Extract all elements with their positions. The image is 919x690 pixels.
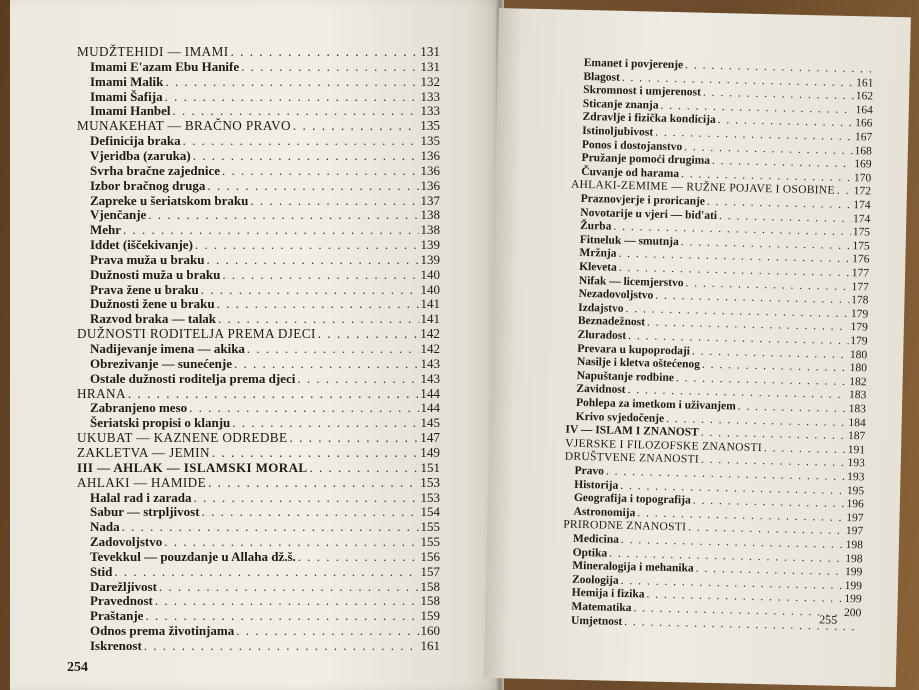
dot-leader (231, 45, 419, 58)
toc-entry-title: Nezadovoljstvo (578, 288, 654, 302)
toc-entry-title: Medicina (572, 532, 620, 546)
dot-leader (250, 194, 418, 207)
toc-entry-title: Izbor bračnog druga (90, 177, 206, 193)
dot-leader (173, 104, 419, 117)
toc-entry-page: 135 (420, 118, 440, 134)
toc-entry-page: 138 (420, 207, 440, 223)
toc-entry-title: Ostale dužnosti roditelja prema djeci (90, 370, 296, 386)
toc-subentry (77, 268, 440, 281)
toc-entry-page: 158 (420, 593, 440, 609)
toc-entry-page: 131 (420, 58, 440, 74)
toc-entry-page: 198 (845, 539, 864, 552)
dot-leader (144, 639, 419, 652)
toc-entry-page: 164 (855, 103, 873, 117)
toc-entry-page: 180 (849, 362, 868, 375)
dot-leader (692, 346, 848, 361)
toc-entry-page: 174 (852, 212, 871, 226)
toc-entry-title: Izdajstvo (578, 301, 624, 315)
toc-entry-page: 177 (851, 280, 869, 294)
toc-entry-title: Pohlepa za imetkom i uživanjem (575, 396, 736, 413)
toc-entry-page: 191 (847, 443, 866, 457)
toc-entry-title: Iskrenost (90, 638, 142, 653)
toc-entry-page: 170 (853, 171, 872, 185)
toc-entry-title: Imami Hanbel (90, 103, 171, 119)
toc-entry-title: Sabur — strpljivost (90, 504, 200, 520)
toc-entry-title: Prava žene u braku (90, 281, 199, 297)
dot-leader (217, 297, 419, 310)
toc-entry-title: Mržnja (579, 247, 617, 261)
dot-leader (701, 455, 846, 470)
dot-leader (218, 312, 418, 325)
toc-entry-title: Nasilje i kletva oštećenog (576, 356, 701, 371)
toc-entry-page: 198 (845, 552, 863, 565)
dot-leader (222, 268, 418, 281)
dot-leader (159, 580, 419, 593)
toc-entry-page: 183 (848, 403, 867, 416)
toc-entry-title: Svrha bračne zajednice (90, 162, 220, 178)
toc-entry-title: Imami Malik (90, 73, 164, 89)
right-page-table-of-contents (561, 58, 874, 640)
toc-entry-title: Dužnosti muža u braku (90, 266, 221, 282)
toc-heading (77, 45, 440, 58)
toc-entry-title: Razvod braka — talak (90, 311, 217, 327)
toc-entry-page: 184 (848, 416, 866, 430)
dot-leader (309, 461, 418, 474)
toc-entry-page: 140 (420, 266, 440, 282)
toc-entry-page: 155 (420, 519, 440, 535)
toc-entry-page: 162 (855, 90, 874, 103)
toc-entry-page: 159 (420, 608, 440, 624)
toc-entry-title: III — AHLAK — ISLAMSKI MORAL (77, 459, 308, 475)
toc-entry-title: Mineralogija i mehanika (572, 559, 694, 575)
toc-entry-title: Kleveta (579, 260, 617, 274)
toc-entry-page: 161 (856, 76, 874, 90)
toc-entry-page: 158 (420, 578, 440, 594)
dot-leader (696, 564, 844, 579)
toc-entry-title: Pravo (574, 464, 605, 478)
toc-entry-title: Sticanje znanja (582, 97, 659, 112)
toc-entry-page: 143 (420, 355, 440, 371)
toc-entry-page: 199 (844, 593, 862, 606)
toc-entry-title: Darežljivost (90, 578, 157, 594)
toc-subentry (77, 565, 440, 578)
toc-entry-page: 139 (420, 237, 440, 253)
toc-entry-title: PRIRODNE ZNANOSTI (563, 518, 687, 534)
toc-entry-title: Zabranjeno meso (90, 400, 188, 416)
toc-entry-page: 133 (420, 88, 440, 104)
toc-entry-title: Zapreke u šeriatskom braku (90, 192, 249, 208)
toc-entry-page: 200 (843, 606, 862, 620)
toc-entry-title: Zadovoljstvo (90, 534, 163, 550)
dot-leader (236, 624, 418, 637)
toc-entry-page: 167 (854, 131, 873, 144)
dot-leader (247, 342, 419, 355)
toc-entry-title: HRANA (77, 385, 126, 401)
toc-entry-page: 179 (850, 335, 868, 348)
toc-entry-page: 144 (420, 400, 440, 416)
toc-entry-title: Vjeridba (zaruka) (90, 147, 191, 163)
toc-entry-page: 174 (853, 199, 871, 212)
toc-entry-page: 193 (847, 471, 865, 484)
toc-heading (77, 476, 440, 489)
toc-entry-title: AHLAKI-ZEMIME — RUŽNE POJAVE I OSOBINE (570, 179, 835, 198)
dot-leader (703, 88, 854, 103)
toc-entry-page: 169 (854, 158, 872, 171)
toc-entry-title: Zluradost (577, 328, 627, 342)
dot-leader (206, 253, 418, 266)
toc-subentry (77, 580, 440, 593)
toc-subentry (77, 104, 440, 117)
toc-entry-page: 197 (845, 525, 864, 538)
dot-leader (702, 360, 848, 375)
dot-leader (298, 550, 419, 563)
toc-entry-title: Halal rad i zarada (90, 489, 192, 505)
toc-entry-page: 193 (847, 457, 865, 470)
dot-leader (234, 357, 418, 370)
toc-entry-title: Definicija braka (90, 133, 181, 149)
dot-leader (712, 156, 853, 171)
toc-entry-title: Krivo svjedočenje (575, 410, 665, 425)
dot-leader (297, 372, 418, 385)
toc-heading (77, 387, 440, 400)
toc-entry-page: 178 (851, 294, 869, 307)
dot-leader (676, 373, 848, 388)
toc-entry-page: 154 (420, 504, 440, 520)
toc-entry-title: Emanet i povjerenje (583, 56, 684, 72)
toc-subentry (77, 208, 440, 221)
left-page-number: 254 (67, 660, 88, 675)
toc-entry-page: 136 (420, 147, 440, 163)
toc-entry-title: Novotarije u vjeri — bid'ati (580, 206, 718, 222)
toc-entry-title: Geografija i topografija (573, 492, 691, 507)
toc-entry-page: 155 (420, 534, 440, 550)
toc-subentry (77, 238, 440, 251)
toc-heading (77, 119, 440, 132)
toc-subentry (77, 416, 440, 429)
toc-entry-title: IV — ISLAM I ZNANOST (565, 423, 699, 439)
dot-leader (232, 416, 418, 429)
toc-entry-page: 145 (420, 415, 440, 431)
toc-entry-page: 172 (853, 185, 872, 198)
toc-entry-title: Nadijevanje imena — akika (90, 341, 245, 356)
toc-entry-page: 149 (420, 444, 440, 460)
toc-entry-page: 140 (420, 281, 440, 297)
toc-entry-page: 131 (420, 44, 440, 59)
toc-subentry (77, 283, 440, 296)
toc-entry-page: 138 (420, 222, 440, 238)
toc-subentry (77, 491, 440, 504)
toc-entry-page: 137 (420, 192, 440, 208)
toc-subentry (77, 624, 440, 637)
toc-entry-title: Iddet (iščekivanje) (90, 237, 193, 253)
toc-subentry (77, 60, 440, 73)
toc-entry-page: 179 (850, 307, 869, 321)
toc-entry-title: MUDŽTEHIDI — IMAMI (77, 44, 229, 59)
toc-entry-title: Fitneluk — smutnja (579, 233, 679, 248)
dot-leader (165, 75, 418, 88)
toc-entry-page: 136 (420, 177, 440, 193)
dot-leader (222, 164, 419, 177)
dot-leader (289, 431, 418, 444)
toc-entry-title: Stid (90, 563, 113, 579)
dot-leader (164, 535, 418, 548)
toc-entry-page: 153 (420, 489, 440, 505)
toc-subentry (77, 134, 440, 147)
toc-subentry (77, 223, 440, 236)
dot-leader (707, 197, 852, 212)
toc-subentry (77, 297, 440, 310)
toc-subentry (77, 639, 440, 652)
toc-entry-title: Mehr (90, 222, 122, 238)
dot-leader (719, 211, 851, 225)
toc-entry-title: Zavidnost (576, 383, 626, 397)
dot-leader (128, 387, 418, 400)
toc-heading (77, 327, 440, 340)
toc-entry-page: 176 (851, 253, 870, 266)
toc-entry-title: Nada (90, 519, 120, 535)
toc-entry-page: 179 (850, 321, 868, 334)
right-page (484, 8, 911, 687)
toc-entry-title: MUNAKEHAT — BRAČNO PRAVO (77, 118, 291, 134)
toc-entry-title: Prava muža u braku (90, 251, 205, 267)
toc-subentry (77, 342, 440, 355)
toc-entry-page: 142 (420, 341, 440, 356)
dot-leader (155, 594, 419, 607)
toc-subentry (77, 401, 440, 414)
toc-entry-page: 177 (851, 267, 870, 280)
dot-leader (207, 179, 418, 192)
toc-subentry (77, 194, 440, 207)
toc-entry-title: Dužnosti žene u braku (90, 296, 215, 312)
toc-entry-title: Odnos prema životinjama (90, 623, 235, 639)
toc-entry-page: 147 (420, 430, 440, 446)
toc-entry-page: 133 (420, 103, 440, 119)
toc-entry-page: 160 (420, 623, 440, 639)
toc-entry-title: Zoologija (571, 573, 619, 587)
toc-entry-page: 168 (854, 144, 872, 158)
toc-subentry (77, 520, 440, 533)
toc-entry-title: DUŽNOSTI RODITELJA PREMA DJECI (77, 326, 316, 342)
left-page-table-of-contents (77, 45, 440, 655)
toc-entry-page: 187 (847, 430, 866, 443)
dot-leader (738, 402, 847, 416)
toc-entry-title: Imami E'azam Ebu Hanife (90, 58, 240, 74)
toc-entry-title: Obrezivanje — sunećenje (90, 355, 233, 371)
toc-entry-title: Praštanje (90, 608, 144, 624)
toc-subentry (77, 550, 440, 563)
dot-leader (837, 186, 852, 198)
dot-leader (123, 223, 418, 236)
toc-entry-page: 199 (844, 579, 863, 593)
dot-leader (318, 327, 418, 340)
toc-subentry (77, 149, 440, 162)
dot-leader (681, 237, 851, 252)
dot-leader (685, 278, 849, 293)
toc-subentry (77, 505, 440, 518)
toc-entry-title: Istinoljubivost (582, 124, 654, 139)
toc-entry-title: Historija (574, 478, 619, 492)
toc-entry-page: 199 (844, 566, 863, 579)
toc-entry-page: 135 (420, 133, 440, 149)
toc-entry-title: Napuštanje rodbine (576, 369, 675, 384)
toc-entry-page: 175 (852, 239, 870, 253)
toc-entry-page: 182 (849, 375, 867, 389)
toc-entry-page: 151 (420, 459, 440, 475)
toc-subentry (77, 372, 440, 385)
dot-leader (145, 609, 418, 622)
toc-entry-title: Astronomija (573, 505, 636, 520)
dot-leader (114, 565, 418, 578)
toc-entry-page: 132 (420, 73, 440, 89)
toc-entry-title: Vjenčanje (90, 207, 147, 223)
toc-entry-page: 156 (420, 548, 440, 564)
toc-entry-title: Beznadežnost (577, 315, 646, 329)
left-page (10, 0, 504, 690)
toc-entry-title: DRUŠTVENE ZNANOSTI (564, 451, 700, 467)
toc-entry-title: Žurba (579, 220, 612, 233)
dot-leader (202, 505, 419, 518)
toc-entry-page: 153 (420, 474, 440, 490)
dot-leader (718, 115, 854, 130)
toc-entry-page: 141 (420, 296, 440, 312)
dot-leader (201, 283, 419, 296)
dot-leader (183, 134, 419, 147)
toc-entry-title: Skromnost i umjerenost (583, 84, 702, 99)
toc-entry-title: Nifak — licemjerstvo (578, 274, 684, 289)
toc-subentry (77, 164, 440, 177)
dot-leader (293, 119, 418, 132)
toc-entry-title: Zdravlje i fizička kondicija (582, 111, 716, 127)
toc-entry-page: 180 (849, 348, 868, 362)
toc-entry-page: 195 (846, 484, 865, 498)
toc-entry-page: 144 (420, 385, 440, 401)
toc-heading (77, 461, 440, 474)
toc-entry-title: Pravednost (90, 593, 153, 609)
toc-entry-title: Hemija i fizika (571, 587, 645, 601)
toc-entry-page: 161 (420, 638, 440, 653)
dot-leader (148, 208, 418, 221)
dot-leader (193, 491, 418, 504)
dot-leader (208, 476, 418, 489)
dot-leader (189, 401, 418, 414)
toc-entry-page: 136 (420, 162, 440, 178)
toc-entry-title: Imami Šafija (90, 88, 163, 104)
toc-entry-page: 143 (420, 370, 440, 386)
dot-leader (195, 238, 419, 251)
toc-entry-title: Pružanje pomoći drugima (581, 152, 711, 168)
toc-entry-page: 196 (846, 498, 864, 511)
toc-entry-title: UKUBAT — KAZNENE ODREDBE (77, 430, 288, 446)
toc-subentry (77, 312, 440, 325)
toc-entry-title: Tevekkul — pouzdanje u Allaha dž.š. (90, 548, 296, 564)
toc-entry-page: 139 (420, 251, 440, 267)
toc-heading (77, 446, 440, 459)
toc-entry-title: Optika (572, 546, 608, 560)
toc-entry-title: Umjetnost (570, 614, 623, 628)
toc-entry-title: Matematika (571, 600, 632, 615)
right-page-number: 255 (819, 612, 838, 627)
toc-subentry (77, 609, 440, 622)
toc-entry-page: 166 (855, 117, 873, 130)
toc-entry-title: Prevara u kupoprodaji (577, 342, 691, 358)
toc-entry-title: VJERSKE I FILOZOFSKE ZNANOSTI (565, 437, 763, 454)
toc-entry-page: 142 (420, 326, 440, 342)
toc-entry-title: Čuvanje od harama (581, 165, 680, 180)
toc-subentry (77, 253, 440, 266)
toc-heading (77, 431, 440, 444)
toc-entry-page: 157 (420, 563, 440, 579)
toc-entry-title: Blagost (583, 70, 621, 84)
toc-subentry (77, 90, 440, 103)
toc-entry-title: ZAKLETVA — JEMIN (77, 444, 210, 460)
toc-entry-page: 175 (852, 226, 871, 239)
toc-entry-title: Praznovjerje i proricanje (580, 192, 706, 208)
toc-entry-page: 183 (848, 389, 867, 402)
dot-leader (193, 149, 419, 162)
dot-leader (122, 520, 419, 533)
toc-entry-title: AHLAKI — HAMIDE (77, 474, 207, 490)
toc-subentry (77, 75, 440, 88)
toc-subentry (77, 357, 440, 370)
toc-subentry (77, 535, 440, 548)
toc-entry-page: 141 (420, 311, 440, 327)
dot-leader (688, 523, 844, 538)
toc-entry-page: 197 (846, 511, 864, 525)
dot-leader (165, 90, 419, 103)
dot-leader (212, 446, 418, 459)
dot-leader (764, 443, 846, 456)
toc-entry-title: Šeriatski propisi o klanju (90, 415, 231, 431)
toc-subentry (77, 179, 440, 192)
dot-leader (693, 496, 845, 511)
toc-entry-title: Ponos i dostojanstvo (581, 138, 683, 153)
toc-subentry (77, 594, 440, 607)
dot-leader (241, 60, 418, 73)
